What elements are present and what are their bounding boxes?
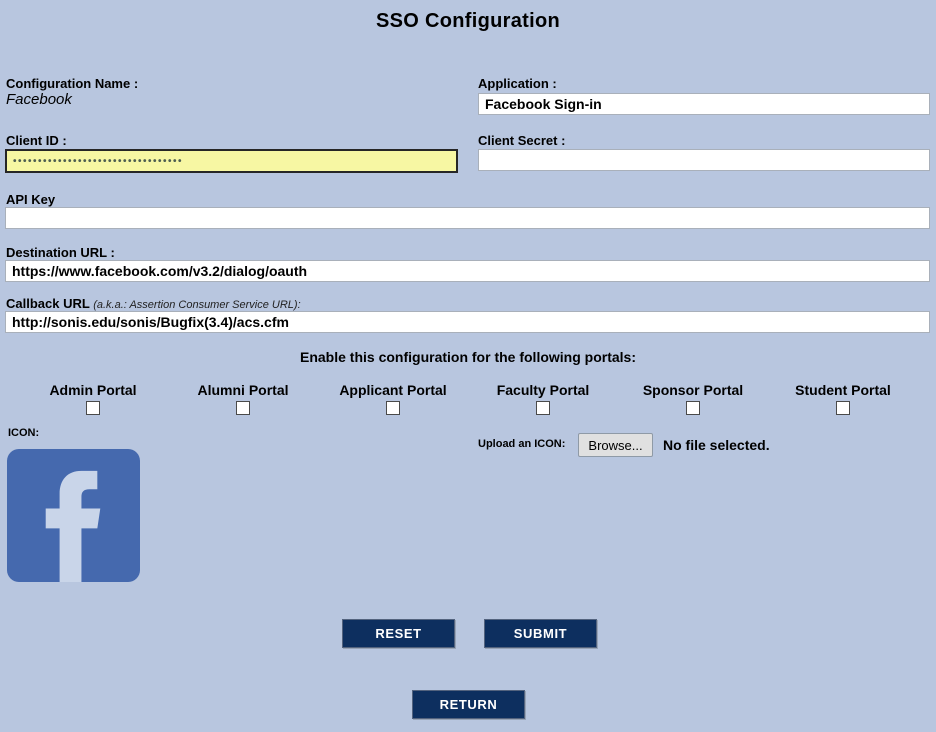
portal-checkbox-student[interactable] [836,401,850,415]
callback-url-input[interactable] [5,311,930,333]
destination-url-label: Destination URL : [6,245,115,260]
facebook-icon [7,448,140,583]
api-key-input[interactable] [5,207,930,229]
browse-button[interactable]: Browse... [578,433,653,457]
application-label: Application : [478,76,557,91]
client-id-label: Client ID : [6,133,67,148]
api-key-label: API Key [6,192,56,207]
portal-col-faculty [468,382,618,415]
portal-checkbox-faculty[interactable] [536,401,550,415]
destination-url-input[interactable] [5,260,930,282]
page-title: SSO Configuration [376,10,560,32]
reset-button[interactable]: RESET [342,619,455,648]
callback-url-label-text: Callback URL [6,296,90,311]
portal-label-student: Student Portal [795,382,891,398]
configuration-name-value: Facebook [6,91,72,108]
portal-label-admin: Admin Portal [49,382,137,398]
configuration-name-label: Configuration Name : [6,76,139,91]
icon-label: ICON: [8,427,40,439]
client-secret-label: Client Secret : [478,133,566,148]
portal-col-student [768,382,918,415]
upload-icon-label: Upload an ICON: [478,438,566,450]
client-secret-input[interactable] [478,149,930,171]
portal-col-alumni [168,382,318,415]
portal-checkbox-applicant[interactable] [386,401,400,415]
portal-col-applicant [318,382,468,415]
portal-label-faculty: Faculty Portal [496,382,590,398]
portal-label-applicant: Applicant Portal [339,382,447,398]
portals-row [18,382,918,415]
portal-label-alumni: Alumni Portal [197,382,289,398]
callback-url-note: (a.k.a.: Assertion Consumer Service URL): [93,299,301,311]
portal-checkbox-admin[interactable] [86,401,100,415]
application-input[interactable] [478,93,930,115]
portal-col-admin [18,382,168,415]
portal-checkbox-alumni[interactable] [236,401,250,415]
file-status-text: No file selected. [663,437,770,453]
return-button[interactable]: RETURN [412,690,525,719]
portal-col-sponsor [618,382,768,415]
portal-checkbox-sponsor[interactable] [686,401,700,415]
callback-url-label [6,296,301,311]
portals-heading: Enable this configuration for the following portals: [300,349,636,365]
submit-button[interactable]: SUBMIT [484,619,597,648]
client-id-input[interactable] [5,149,458,173]
portal-label-sponsor: Sponsor Portal [642,382,744,398]
